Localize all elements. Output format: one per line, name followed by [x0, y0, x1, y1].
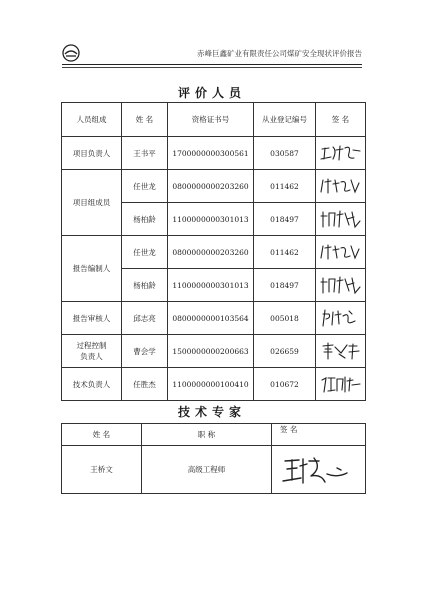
handwritten-signature: [319, 240, 363, 264]
signature-cell: [316, 368, 366, 401]
staff-table: [61, 102, 366, 401]
cert-cell: 0800000000203260: [168, 236, 254, 269]
role-cell: 项目组成员: [62, 170, 122, 236]
signature-cell: [316, 170, 366, 203]
expert-section-title: 技术专家: [177, 405, 246, 419]
handwritten-signature: [319, 174, 363, 198]
name-cell: 任世龙: [122, 170, 168, 203]
handwritten-signature: [319, 273, 363, 297]
expert-table: [61, 423, 366, 494]
company-logo-icon: [62, 44, 80, 62]
col-header-reg: 从业登记编号: [254, 103, 316, 137]
table-header-row: [62, 424, 366, 446]
handwritten-signature: [319, 141, 363, 165]
name-cell: 任胜杰: [122, 368, 168, 401]
table-row: [62, 137, 366, 170]
col-header-cert: 资格证书号: [168, 103, 254, 137]
table-row: [62, 446, 366, 494]
report-title: 赤峰巨鑫矿业有限责任公司煤矿安全现状评价报告: [197, 49, 362, 58]
name-cell: 王书平: [122, 137, 168, 170]
col-header-name: 姓 名: [62, 424, 142, 446]
signature-cell: [316, 302, 366, 335]
cert-cell: 1100000000100410: [168, 368, 254, 401]
cert-cell: 1700000000300561: [168, 137, 254, 170]
table-row: [62, 170, 366, 203]
role-cell: 报告审核人: [62, 302, 122, 335]
col-header-name: 姓 名: [122, 103, 168, 137]
cert-cell: 1100000000301013: [168, 269, 254, 302]
signature-cell: [272, 446, 366, 494]
role-line: 过程控制: [76, 341, 107, 350]
handwritten-signature: [319, 372, 363, 396]
col-header-role: 人员组成: [62, 103, 122, 137]
report-header: [62, 44, 362, 64]
header-rule: [62, 64, 362, 65]
cert-cell: 1100000000301013: [168, 203, 254, 236]
role-cell: 技术负责人: [62, 368, 122, 401]
cert-cell: 0800000000103564: [168, 302, 254, 335]
name-cell: 杨柏龄: [122, 269, 168, 302]
col-header-signature: 签 名: [272, 424, 366, 446]
title-cell: 高级工程师: [142, 446, 272, 494]
reg-cell: 030587: [254, 137, 316, 170]
reg-cell: 018497: [254, 269, 316, 302]
name-cell: 杨柏龄: [122, 203, 168, 236]
signature-cell: [316, 269, 366, 302]
signature-cell: [316, 137, 366, 170]
handwritten-signature: [319, 306, 363, 330]
role-cell: 项目负责人: [62, 137, 122, 170]
role-cell: 报告编制人: [62, 236, 122, 302]
name-cell: 曹会学: [122, 335, 168, 368]
table-row: [62, 335, 366, 368]
reg-cell: 010672: [254, 368, 316, 401]
handwritten-signature: [319, 339, 363, 363]
staff-section-title: 评价人员: [177, 86, 246, 100]
reg-cell: 018497: [254, 203, 316, 236]
table-row: [62, 302, 366, 335]
name-cell: 任世龙: [122, 236, 168, 269]
role-cell: [62, 335, 122, 368]
signature-cell: [316, 203, 366, 236]
name-cell: 王桥文: [62, 446, 142, 494]
signature-cell: [316, 335, 366, 368]
col-header-title: 职 称: [142, 424, 272, 446]
handwritten-signature: [279, 452, 359, 488]
reg-cell: 005018: [254, 302, 316, 335]
col-header-signature: 签 名: [316, 103, 366, 137]
table-header-row: [62, 103, 366, 137]
reg-cell: 026659: [254, 335, 316, 368]
reg-cell: 011462: [254, 170, 316, 203]
role-line: 负责人: [80, 352, 103, 361]
reg-cell: 011462: [254, 236, 316, 269]
header-rule-thin: [62, 67, 362, 68]
signature-cell: [316, 236, 366, 269]
name-cell: 邱志亮: [122, 302, 168, 335]
cert-cell: 0800000000203260: [168, 170, 254, 203]
handwritten-signature: [319, 207, 363, 231]
table-row: [62, 236, 366, 269]
table-row: [62, 368, 366, 401]
cert-cell: 1500000000200663: [168, 335, 254, 368]
